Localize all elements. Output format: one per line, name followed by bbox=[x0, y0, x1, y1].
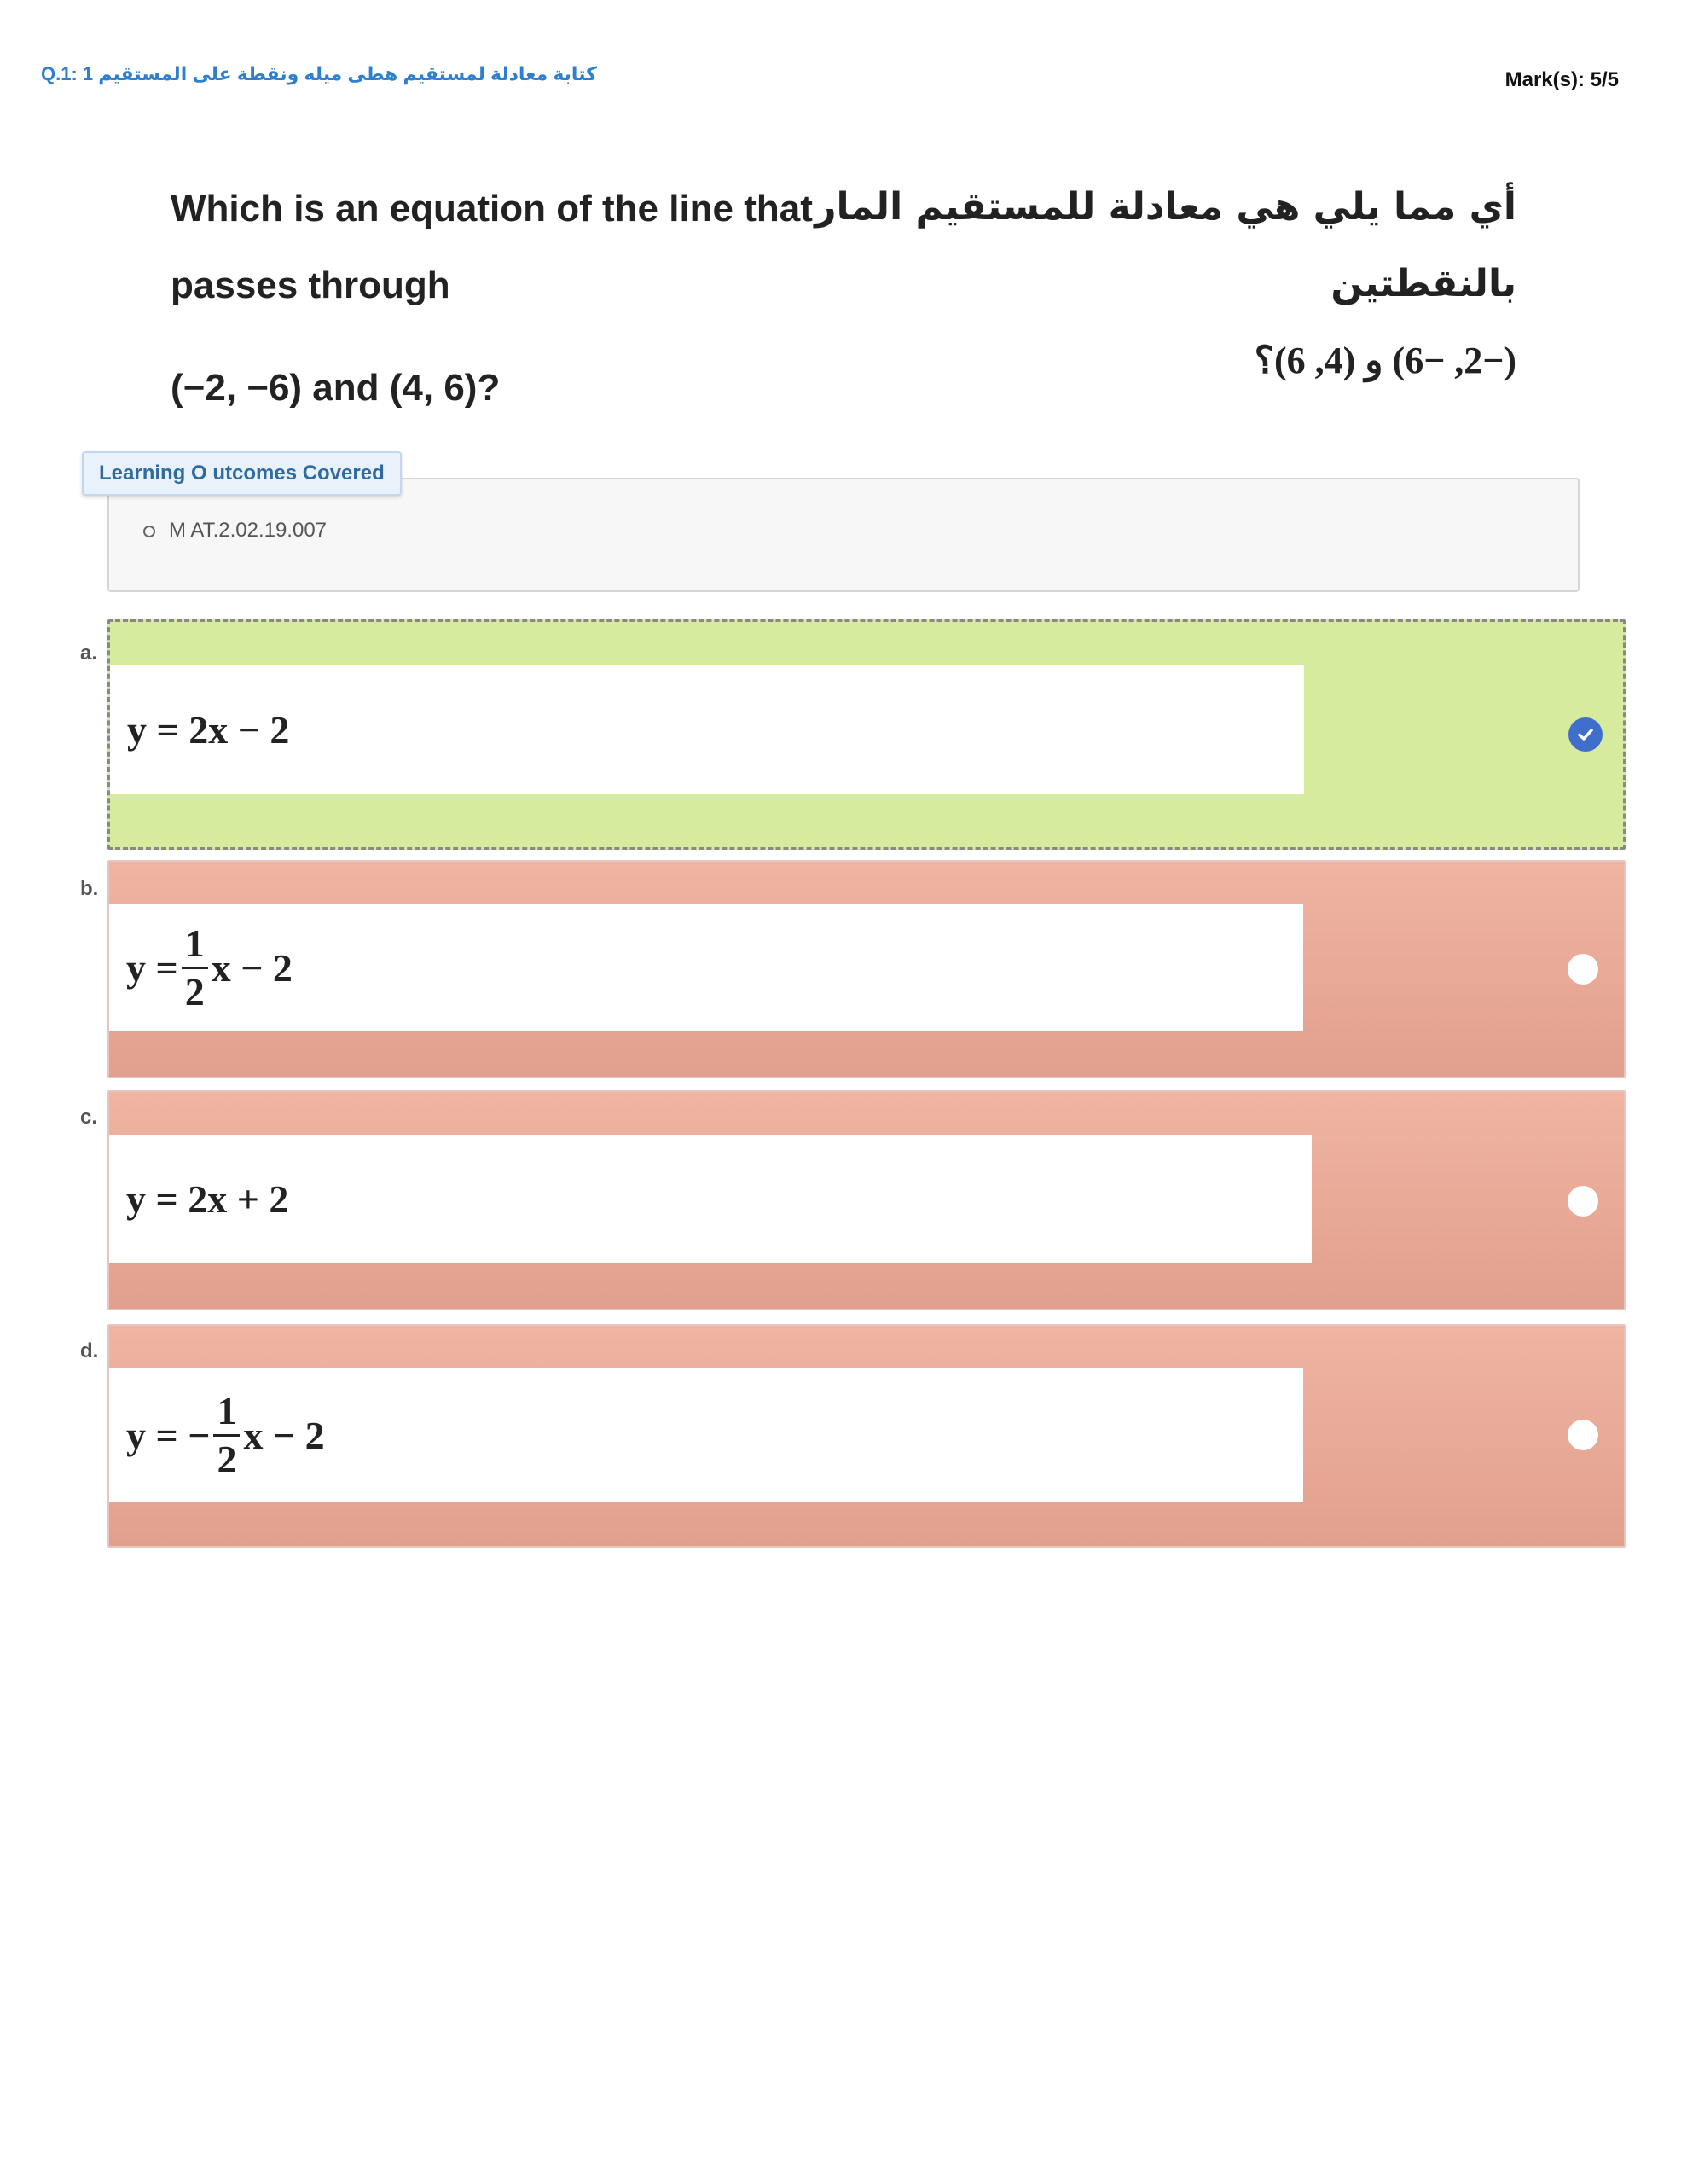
stem-arabic-line2: (−2, −6) و (4, 6)؟ bbox=[1254, 340, 1516, 381]
stem-english-line2: passes through bbox=[171, 264, 450, 306]
option-b-denominator: 2 bbox=[184, 969, 205, 1014]
option-b-answer bbox=[109, 904, 1303, 1031]
question-stem-english bbox=[171, 171, 904, 427]
option-a[interactable] bbox=[107, 619, 1626, 850]
learning-outcome-item bbox=[143, 519, 327, 543]
learning-outcomes-tab[interactable]: Learning O utcomes Covered bbox=[82, 451, 402, 496]
radio-button-c[interactable] bbox=[1568, 1186, 1598, 1217]
selected-check-icon[interactable] bbox=[1568, 717, 1603, 752]
option-letter-d: d. bbox=[80, 1339, 99, 1362]
option-c-answer: y = 2x + 2 bbox=[109, 1135, 1312, 1263]
option-d-numerator: 1 bbox=[213, 1391, 240, 1437]
option-a-answer: y = 2x − 2 bbox=[110, 665, 1304, 794]
stem-english-line1: Which is an equation of the line that bbox=[171, 188, 813, 229]
option-d-answer bbox=[109, 1368, 1303, 1502]
radio-button-d[interactable] bbox=[1568, 1420, 1598, 1450]
option-b-suffix: x − 2 bbox=[211, 945, 293, 990]
option-d-suffix: x − 2 bbox=[243, 1413, 325, 1457]
option-letter-c: c. bbox=[80, 1106, 98, 1129]
stem-english-points: (−2, −6) and (4, 6)? bbox=[171, 367, 501, 409]
stem-arabic-line1: أي مما يلي هي معادلة للمستقيم المار بالنقطتين bbox=[815, 185, 1516, 305]
marks-display: Mark(s): 5/5 bbox=[1504, 68, 1619, 91]
option-c[interactable] bbox=[107, 1090, 1626, 1310]
option-b-fraction bbox=[182, 921, 208, 1014]
learning-outcome-code: M AT.2.02.19.007 bbox=[169, 519, 328, 542]
bullet-icon bbox=[143, 526, 155, 537]
radio-button-b[interactable] bbox=[1568, 954, 1598, 985]
option-b[interactable] bbox=[107, 860, 1626, 1078]
question-title: Q.1: 1 كتابة معادلة لمستقيم هطى ميله ونقطة على المستقيم bbox=[41, 63, 597, 84]
question-stem-arabic bbox=[800, 169, 1516, 399]
option-d-prefix: y = − bbox=[126, 1413, 211, 1457]
option-d[interactable] bbox=[107, 1324, 1626, 1548]
option-d-denominator: 2 bbox=[217, 1437, 237, 1481]
option-d-fraction bbox=[213, 1388, 240, 1481]
option-b-prefix: y = bbox=[126, 945, 178, 990]
option-b-numerator: 1 bbox=[182, 924, 208, 969]
option-letter-b: b. bbox=[80, 877, 99, 900]
option-letter-a: a. bbox=[80, 642, 98, 665]
